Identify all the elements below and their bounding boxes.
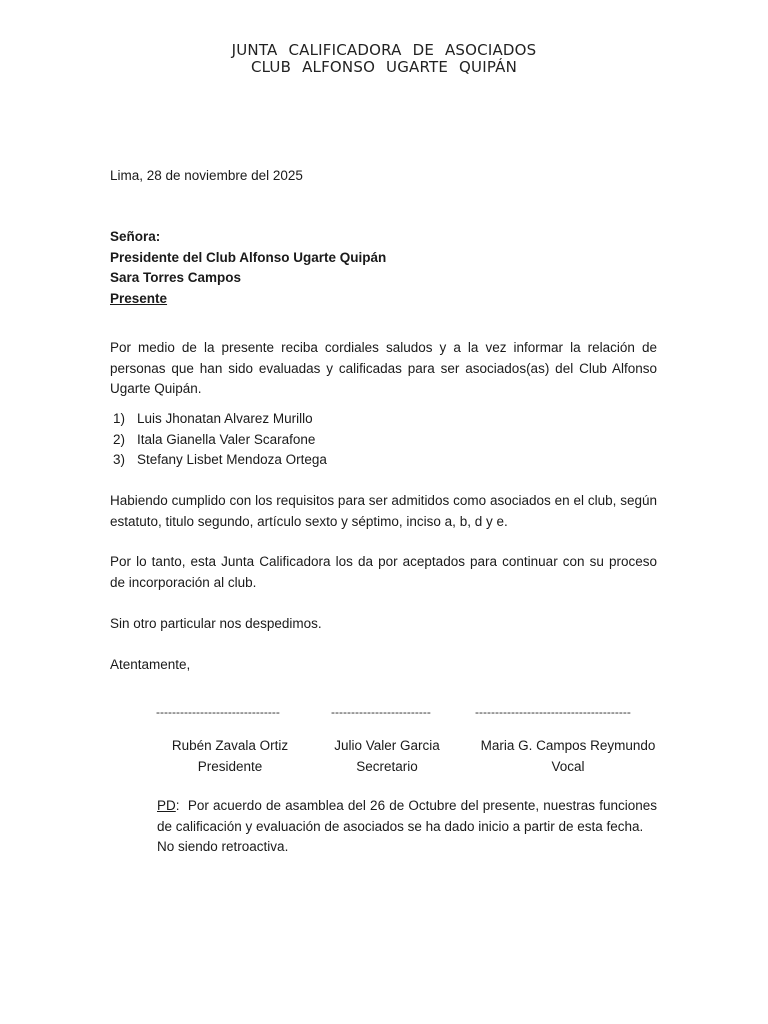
postscript-label: PD [157,798,176,813]
signature-vocal [470,736,666,777]
header-line-1: JUNTA CALIFICADORA DE ASOCIADOS [231,41,537,59]
signature-secretary [317,736,457,777]
signature-line-vocal: --------------------------------------- [475,705,631,719]
acceptance-paragraph: Por lo tanto, esta Junta Calificadora los da por aceptados para continuar con su proceso de incorporación al club. [110,554,657,590]
postscript-colon: : [175,798,188,813]
signer-role: Secretario [356,758,418,774]
list-item [113,430,327,451]
signature-president [160,736,300,777]
intro-paragraph: Por medio de la presente reciba cordiales saludos y a la vez informar la relación de personas que han sido evaluadas y calificadas para ser asociados(as) del Club Alfonso Ugarte Quipán. [110,340,657,396]
addressee-position: Presidente del Club Alfonso Ugarte Quipán [110,249,387,265]
closing-line: Atentamente, [110,657,191,672]
addressee-block [110,227,386,309]
postscript-text: Por acuerdo de asamblea del 26 de Octubre del presente, nuestras funciones de calificación y evaluación de asociados se ha dado inicio a partir de esta fecha. [157,798,657,834]
letter-header [0,42,768,76]
presente-label: Presente [110,290,168,306]
letter-date: Lima, 28 de noviembre del 2025 [110,168,303,183]
member-name: Luis Jhonatan Alvarez Murillo [137,411,313,426]
list-item [113,450,327,471]
postscript [157,796,657,858]
member-name: Stefany Lisbet Mendoza Ortega [137,452,327,467]
header-line-2: CLUB ALFONSO UGARTE QUIPÁN [250,58,518,76]
salutation: Señora: [110,229,161,244]
list-item [113,409,327,430]
requirements-paragraph: Habiendo cumplido con los requisitos para ser admitidos como asociados en el club, según estatuto, titulo segundo, artículo sexto y séptimo, inciso a, b, d y e. [110,493,657,529]
signature-line-president: ------------------------------- [156,705,280,719]
list-number: 1) [113,411,126,426]
signer-role: Vocal [551,758,585,774]
farewell-line: Sin otro particular nos despedimos. [110,616,322,631]
signer-role: Presidente [197,758,263,774]
member-list [113,409,327,471]
signer-name: Julio Valer Garcia [334,738,440,753]
addressee-name: Sara Torres Campos [110,270,242,285]
list-number: 3) [113,452,126,467]
list-number: 2) [113,431,126,447]
member-name: Itala Gianella Valer Scarafone [137,431,316,447]
signature-line-secretary: ------------------------- [331,705,431,719]
signer-name: Maria G. Campos Reymundo [480,738,656,753]
signer-name: Rubén Zavala Ortiz [171,738,289,753]
postscript-note: No siendo retroactiva. [157,839,289,854]
